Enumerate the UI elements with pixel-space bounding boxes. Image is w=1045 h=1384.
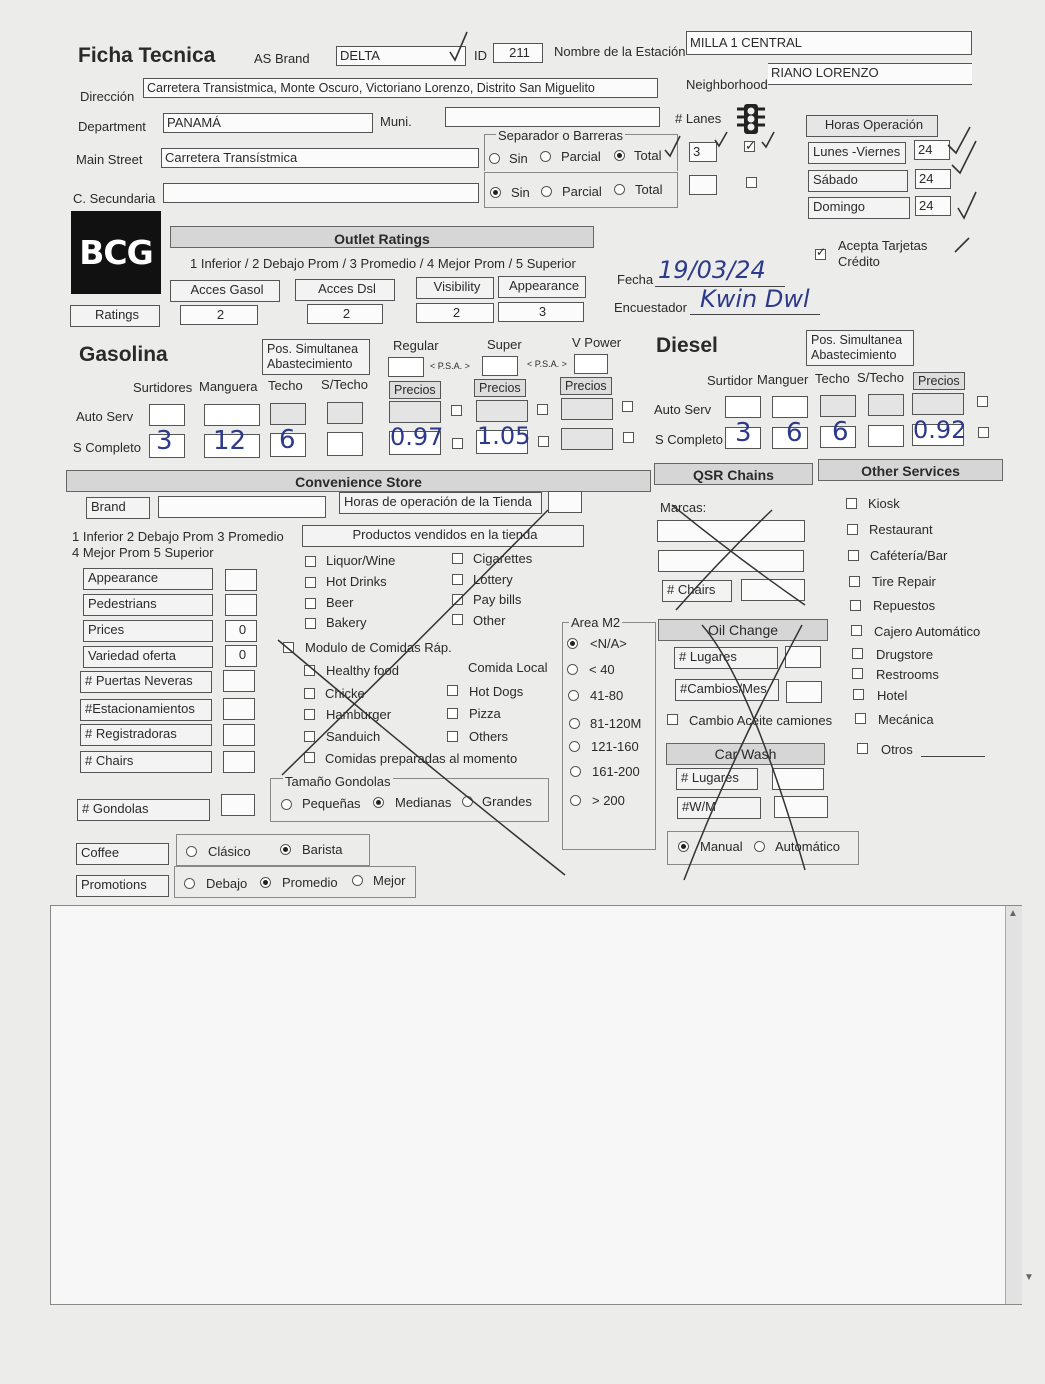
- diesel-sc-manguer-value: 6: [786, 418, 803, 448]
- neighborhood-field[interactable]: RIANO LORENZO: [768, 63, 972, 85]
- rating-col-appearance: Appearance: [498, 276, 586, 298]
- diesel-col-stecho: S/Techo: [857, 370, 904, 385]
- store-row-variedad: Variedad oferta: [83, 646, 213, 668]
- gas-sc-regular-price-value: 0.97: [390, 423, 444, 451]
- store-scale-1: 1 Inferior 2 Debajo Prom 3 Promedio: [72, 529, 284, 544]
- gondola-grandes-label: Grandes: [482, 794, 532, 809]
- service-otros-label: Otros: [881, 742, 913, 757]
- product-hot-drinks-label: Hot Drinks: [326, 574, 387, 589]
- gas-precios-super: Precios: [474, 379, 526, 397]
- convenience-store-title: Convenience Store: [66, 470, 651, 492]
- product-other-label: Other: [473, 613, 506, 628]
- service-cajero-label: Cajero Automático: [874, 624, 981, 639]
- product-cigarettes-label: Cigarettes: [473, 551, 533, 566]
- food-hamburger-label: Hamburger: [326, 707, 392, 722]
- separator-sin-label: Sin: [509, 151, 528, 166]
- gas-col-stecho: S/Techo: [321, 377, 368, 392]
- area-41-80-label: 41-80: [590, 688, 624, 703]
- store-row-puertas: # Puertas Neveras: [80, 671, 212, 693]
- area-200-label: > 200: [592, 793, 625, 808]
- car-wash-title: Car Wash: [666, 743, 825, 765]
- product-beer-label: Beer: [326, 595, 354, 610]
- gas-vpower-label: V Power: [572, 335, 622, 350]
- store-row-variedad-value[interactable]: 0: [225, 645, 257, 667]
- scroll-up-icon[interactable]: ▲: [1008, 908, 1018, 919]
- rating-col-acces-gasol: Acces Gasol: [170, 280, 280, 302]
- muni-label: Muni.: [380, 114, 412, 129]
- service-mecanica-label: Mecánica: [878, 712, 934, 727]
- service-kiosk-label: Kiosk: [868, 496, 900, 511]
- area-121-160-label: 121-160: [591, 739, 639, 754]
- store-row-registradoras: # Registradoras: [80, 724, 212, 746]
- encuestador-value[interactable]: Kwin Dwl: [700, 285, 810, 313]
- gondola-medianas-label: Medianas: [395, 795, 452, 810]
- gas-precios-regular: Precios: [389, 381, 441, 399]
- store-row-prices-value[interactable]: 0: [225, 620, 257, 642]
- qsr-marcas-label: Marcas:: [660, 500, 707, 515]
- checkmark-icon: ✓: [816, 245, 827, 259]
- rating-appearance-value[interactable]: 3: [498, 302, 584, 322]
- store-row-prices: Prices: [83, 620, 213, 642]
- wash-manual-label: Manual: [700, 839, 743, 854]
- service-drugstore-label: Drugstore: [876, 647, 934, 662]
- scroll-down-icon[interactable]: ▼: [1024, 1272, 1034, 1283]
- store-products-label: Productos vendidos en la tienda: [302, 525, 584, 547]
- coffee-barista-label: Barista: [302, 842, 343, 857]
- diesel-pos-sim: Pos. Simultanea Abastecimiento: [806, 330, 914, 366]
- gondolas-label: # Gondolas: [77, 799, 210, 821]
- service-restaurant-label: Restaurant: [869, 522, 933, 537]
- service-restrooms-label: Restrooms: [876, 667, 939, 682]
- area-81-120-label: 81-120M: [590, 716, 642, 731]
- ratings-scale: 1 Inferior / 2 Debajo Prom / 3 Promedio / 4 Mejor Prom / 5 Superior: [190, 256, 576, 271]
- station-name-field[interactable]: MILLA 1 CENTRAL: [686, 31, 972, 55]
- gas-col-techo: Techo: [268, 378, 303, 393]
- gas-regular-label: Regular: [393, 338, 439, 353]
- address-field[interactable]: Carretera Transistmica, Monte Oscuro, Victoriano Lorenzo, Distrito San Miguelito: [143, 78, 658, 98]
- hours-saturday-label: Sábado: [808, 170, 908, 192]
- diesel-s-completo-label: S Completo: [655, 432, 723, 447]
- hours-sunday-label: Domingo: [808, 197, 910, 219]
- hours-sunday-field[interactable]: 24: [915, 196, 951, 216]
- area-na-label: <N/A>: [590, 636, 627, 651]
- wash-automatico-label: Automático: [775, 839, 841, 854]
- as-brand-label: AS Brand: [254, 51, 310, 66]
- fecha-label: Fecha: [617, 272, 654, 287]
- store-row-estacionamientos: #Estacionamientos: [80, 699, 212, 721]
- diesel-auto-serv-label: Auto Serv: [654, 402, 712, 417]
- main-street-label: Main Street: [76, 152, 143, 167]
- rating-visibility-value[interactable]: 2: [416, 303, 494, 323]
- bcg-logo: BCG: [71, 211, 161, 294]
- diesel-col-manguer: Manguer: [757, 372, 809, 387]
- address-label: Dirección: [80, 89, 135, 104]
- main-street-field[interactable]: Carretera Transístmica: [161, 148, 479, 168]
- secondary-street-label: C. Secundaria: [73, 191, 156, 206]
- gas-sc-techo-value: 6: [279, 425, 296, 455]
- gas-s-completo-label: S Completo: [73, 440, 141, 455]
- promo-promedio-label: Promedio: [282, 875, 338, 890]
- store-hours-label: Horas de operación de la Tienda: [339, 492, 542, 514]
- gas-sc-surtidores-value: 3: [156, 426, 173, 456]
- separator-parcial-label: Parcial: [561, 149, 601, 164]
- car-wash-wm-label: #W/M: [677, 797, 761, 819]
- modulo-comidas-label: Modulo de Comidas Ráp.: [305, 640, 452, 655]
- diesel-title: Diesel: [656, 334, 718, 357]
- store-row-pedestrians: Pedestrians: [83, 594, 213, 616]
- promo-mejor-label: Mejor: [373, 873, 406, 888]
- department-label: Department: [78, 119, 146, 134]
- service-hotel-label: Hotel: [877, 688, 908, 703]
- gas-auto-serv-label: Auto Serv: [76, 409, 134, 424]
- lanes-label: # Lanes: [675, 111, 722, 126]
- gas-col-manguera: Manguera: [199, 379, 258, 394]
- food-preparadas-label: Comidas preparadas al momento: [325, 751, 518, 766]
- barrier-parcial-label: Parcial: [562, 184, 602, 199]
- other-services-title: Other Services: [818, 459, 1003, 481]
- rating-acces-dsl-value[interactable]: 2: [307, 304, 383, 324]
- page-title: Ficha Tecnica: [78, 44, 216, 67]
- area-161-200-label: 161-200: [592, 764, 640, 779]
- service-tire-repair-label: Tire Repair: [872, 574, 936, 589]
- service-cafeteria-label: Cafétería/Bar: [870, 548, 948, 563]
- product-bakery-label: Bakery: [326, 615, 367, 630]
- diesel-sc-surtidor-value: 3: [735, 418, 752, 448]
- gas-precios-vpower: Precios: [560, 377, 612, 395]
- rating-col-acces-dsl: Acces Dsl: [295, 279, 395, 301]
- store-scale-2: 4 Mejor Prom 5 Superior: [72, 545, 214, 560]
- gas-psa-label-2: < P.S.A. >: [527, 359, 567, 369]
- fecha-value[interactable]: 19/03/24: [658, 256, 766, 284]
- food-hot-dogs-label: Hot Dogs: [469, 684, 524, 699]
- product-liquor-label: Liquor/Wine: [326, 553, 396, 568]
- diesel-col-surtidor: Surtidor: [707, 373, 753, 388]
- lanes-field[interactable]: 3: [689, 142, 717, 162]
- notes-textarea[interactable]: [50, 905, 1022, 1305]
- coffee-clasico-label: Clásico: [208, 844, 251, 859]
- hours-weekday-label: Lunes -Viernes: [808, 142, 906, 164]
- ratings-label: Ratings: [70, 305, 160, 327]
- car-wash-lugares-label: # Lugares: [676, 768, 758, 790]
- hours-title: Horas Operación: [806, 115, 938, 137]
- service-repuestos-label: Repuestos: [873, 598, 936, 613]
- neighborhood-label: Neighborhood: [686, 77, 768, 92]
- hours-weekday-field[interactable]: 24: [914, 140, 950, 160]
- comida-local-label: Comida Local: [468, 660, 548, 675]
- gasolina-title: Gasolina: [79, 343, 168, 366]
- promotions-label: Promotions: [76, 875, 169, 897]
- notes-scrollbar[interactable]: [1005, 906, 1022, 1304]
- food-healthy-label: Healthy food: [326, 663, 399, 678]
- separator-total-label: Total: [634, 148, 662, 163]
- food-chicken-label: Chicke: [325, 686, 365, 701]
- food-sanduich-label: Sanduich: [326, 729, 381, 744]
- credit-card-label: Acepta Tarjetas Crédito: [838, 238, 928, 269]
- diesel-sc-techo-value: 6: [832, 417, 849, 447]
- promo-debajo-label: Debajo: [206, 876, 248, 891]
- diesel-col-techo: Techo: [815, 371, 850, 386]
- gondolas-size-label: Tamaño Gondolas: [285, 774, 391, 789]
- product-pay-bills-label: Pay bills: [473, 592, 522, 607]
- diesel-sc-price-value: 0.92: [913, 416, 967, 444]
- checkmark-icon: ✓: [745, 138, 756, 153]
- coffee-label: Coffee: [76, 843, 169, 865]
- store-row-appearance: Appearance: [83, 568, 213, 590]
- gas-sc-super-price-value: 1.05: [477, 422, 531, 450]
- oil-cambios-label: #Cambios/Mes: [675, 679, 779, 701]
- qsr-chairs-label: # Chairs: [662, 580, 732, 602]
- barrier-total-label: Total: [635, 182, 663, 197]
- station-name-label: Nombre de la Estación: [554, 44, 686, 59]
- gas-psa-label: < P.S.A. >: [430, 361, 470, 371]
- gondola-pequenas-label: Pequeñas: [302, 796, 361, 811]
- id-field[interactable]: 211: [493, 43, 543, 63]
- outlet-ratings-title: Outlet Ratings: [170, 226, 594, 248]
- separator-label: Separador o Barreras: [498, 128, 624, 143]
- gas-pos-sim: Pos. Simultanea Abastecimiento: [262, 339, 370, 375]
- department-field[interactable]: PANAMÁ: [163, 113, 373, 133]
- cambio-aceite-label: Cambio Aceite camiones: [689, 713, 833, 728]
- food-others-label: Others: [469, 729, 509, 744]
- product-lottery-label: Lottery: [473, 572, 513, 587]
- food-pizza-label: Pizza: [469, 706, 501, 721]
- store-row-chairs: # Chairs: [80, 751, 212, 773]
- oil-change-title: Oil Change: [658, 619, 828, 641]
- store-brand-label: Brand: [86, 497, 150, 519]
- encuestador-label: Encuestador: [614, 300, 687, 315]
- gas-super-label: Super: [487, 337, 522, 352]
- barrier-sin-label: Sin: [511, 185, 530, 200]
- brand-field[interactable]: DELTA: [336, 46, 466, 66]
- area-label: Area M2: [571, 615, 621, 630]
- area-40-label: < 40: [589, 662, 615, 677]
- qsr-chains-title: QSR Chains: [654, 463, 813, 485]
- gas-col-surtidores: Surtidores: [133, 380, 193, 395]
- oil-lugares-label: # Lugares: [674, 647, 778, 669]
- id-label: ID: [474, 48, 487, 63]
- rating-acces-gasol-value[interactable]: 2: [180, 305, 258, 325]
- diesel-precios-label: Precios: [913, 372, 965, 390]
- rating-col-visibility: Visibility: [416, 277, 494, 299]
- gas-sc-manguera-value: 12: [213, 426, 247, 456]
- hours-saturday-field[interactable]: 24: [915, 169, 951, 189]
